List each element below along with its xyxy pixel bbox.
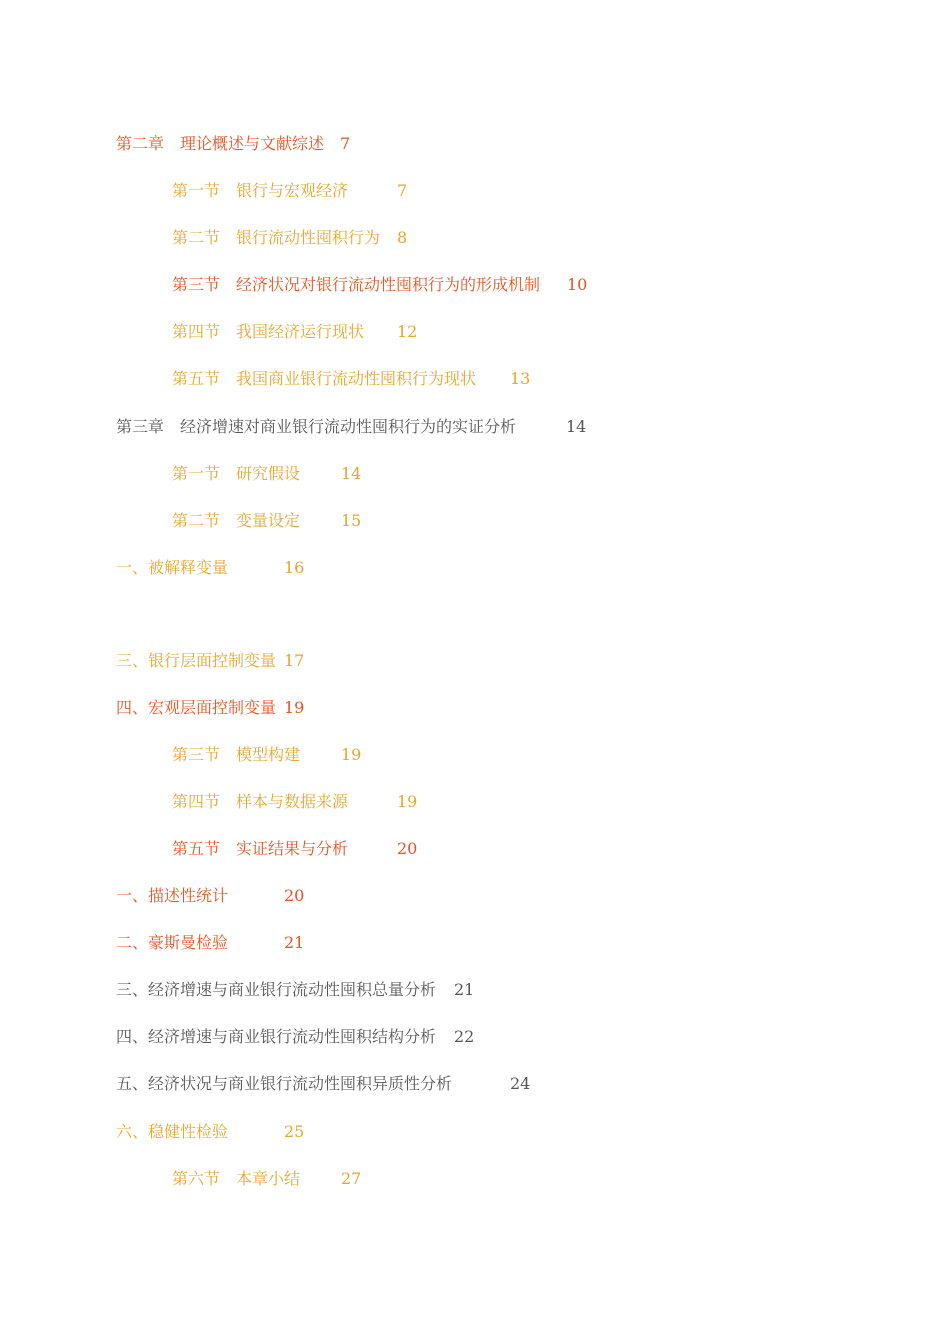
toc-entry-title: 第三章 经济增速对商业银行流动性囤积行为的实证分析: [116, 417, 517, 436]
toc-entry-title: 一、描述性统计: [116, 886, 229, 905]
toc-entry-title: 第二节 变量设定: [172, 511, 301, 530]
toc-entry-subsection[interactable]: [116, 885, 305, 907]
toc-entry-title: 第二节 银行流动性囤积行为: [172, 228, 381, 247]
toc-entry-page: 7: [397, 181, 408, 200]
toc-entry-section[interactable]: [172, 274, 588, 296]
toc-entry-page: 13: [510, 369, 531, 388]
toc-entry-section[interactable]: [172, 744, 362, 766]
toc-entry-subsection[interactable]: [116, 650, 305, 672]
toc-entry-title: 第一节 银行与宏观经济: [172, 181, 349, 200]
toc-entry-section[interactable]: [172, 463, 362, 485]
toc-entry-page: 19: [341, 745, 362, 764]
toc-entry-section[interactable]: [172, 368, 531, 390]
toc-entry-page: 16: [284, 558, 305, 577]
toc-entry-subsection[interactable]: [116, 1073, 531, 1095]
toc-entry-title: 第四节 我国经济运行现状: [172, 322, 365, 341]
toc-entry-subsection[interactable]: [116, 1026, 475, 1048]
toc-entry-subsection[interactable]: [116, 1121, 305, 1143]
toc-entry-page: 12: [397, 322, 418, 341]
toc-entry-page: 19: [284, 698, 305, 717]
toc-entry-title: 第二章 理论概述与文献综述: [116, 134, 325, 153]
toc-entry-page: 17: [284, 651, 305, 670]
toc-entry-section[interactable]: [172, 321, 418, 343]
toc-entry-chapter-3[interactable]: [116, 416, 587, 438]
toc-entry-page: 24: [510, 1074, 531, 1093]
toc-entry-subsection[interactable]: [116, 979, 475, 1001]
toc-entry-page: 7: [340, 134, 351, 153]
toc-entry-subsection[interactable]: [116, 932, 305, 954]
toc-entry-title: 第五节 我国商业银行流动性囤积行为现状: [172, 369, 477, 388]
toc-entry-section[interactable]: [172, 791, 418, 813]
toc-entry-title: 第三节 模型构建: [172, 745, 301, 764]
toc-entry-page: 21: [284, 933, 305, 952]
toc-entry-page: 20: [284, 886, 305, 905]
toc-entry-page: 14: [341, 464, 362, 483]
toc-entry-section[interactable]: [172, 510, 362, 532]
toc-entry-page: 14: [566, 417, 587, 436]
toc-entry-page: 27: [341, 1169, 362, 1188]
toc-entry-page: 10: [567, 275, 588, 294]
toc-entry-page: 21: [454, 980, 475, 999]
toc-entry-page: 19: [397, 792, 418, 811]
toc-entry-page: 22: [454, 1027, 475, 1046]
toc-entry-title: 第三节 经济状况对银行流动性囤积行为的形成机制: [172, 275, 541, 294]
toc-entry-title: 四、经济增速与商业银行流动性囤积结构分析: [116, 1027, 437, 1046]
toc-entry-title: 三、经济增速与商业银行流动性囤积总量分析: [116, 980, 437, 999]
toc-entry-title: 六、稳健性检验: [116, 1122, 229, 1141]
toc-entry-page: 20: [397, 839, 418, 858]
toc-entry-title: 五、经济状况与商业银行流动性囤积异质性分析: [116, 1074, 453, 1093]
toc-entry-title: 三、银行层面控制变量: [116, 651, 277, 670]
toc-entry-subsection[interactable]: [116, 697, 305, 719]
toc-entry-section[interactable]: [172, 227, 408, 249]
toc-entry-title: 二、豪斯曼检验: [116, 933, 229, 952]
toc-entry-section[interactable]: [172, 838, 418, 860]
toc-entry-title: 第一节 研究假设: [172, 464, 301, 483]
toc-entry-section[interactable]: [172, 1168, 362, 1190]
toc-entry-chapter-2[interactable]: [116, 133, 351, 155]
toc-entry-page: 15: [341, 511, 362, 530]
toc-entry-subsection[interactable]: [116, 557, 305, 579]
toc-entry-title: 一、被解释变量: [116, 558, 229, 577]
toc-entry-page: 25: [284, 1122, 305, 1141]
toc-entry-title: 第六节 本章小结: [172, 1169, 301, 1188]
toc-entry-page: 8: [397, 228, 408, 247]
toc-entry-title: 四、宏观层面控制变量: [116, 698, 277, 717]
toc-entry-title: 第四节 样本与数据来源: [172, 792, 349, 811]
toc-entry-title: 第五节 实证结果与分析: [172, 839, 349, 858]
toc-entry-section[interactable]: [172, 180, 408, 202]
